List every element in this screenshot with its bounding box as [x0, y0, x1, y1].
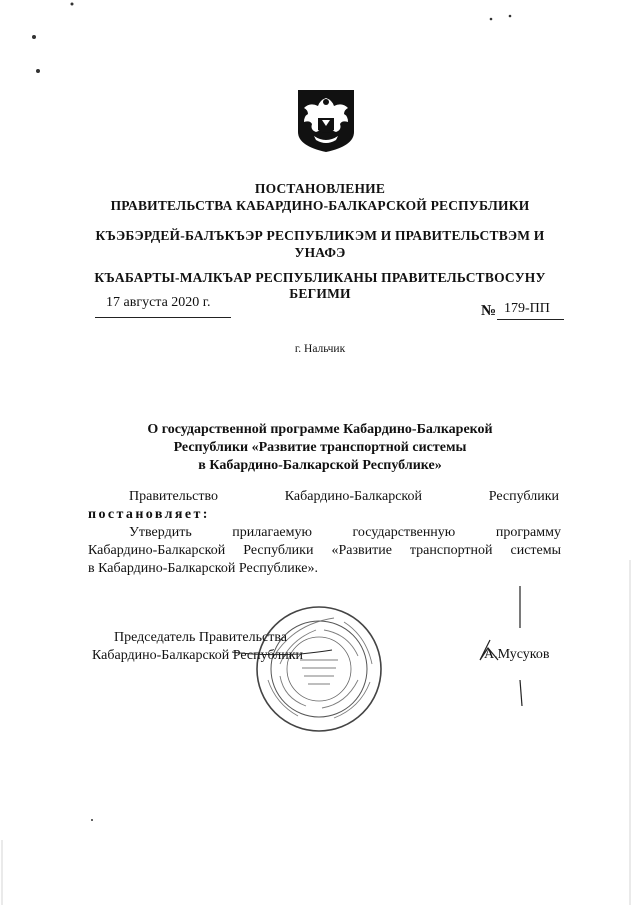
issuer-balkar-line2: БЕГИМИ [289, 286, 351, 301]
issuer-balkar-line1: КЪАБАРТЫ-МАЛКЪАР РЕСПУБЛИКАНЫ ПРАВИТЕЛЬСТВОСУНУ [94, 270, 546, 285]
paragraph-2-line3: в Кабардино-Балкарской Республике». [88, 561, 318, 576]
document-date: 17 августа 2020 г. [106, 295, 211, 310]
paragraph-1-line1 [129, 488, 559, 506]
signatory-position [92, 629, 303, 665]
paragraph-2-line2: Кабардино-Балкарской Республики «Развитие транспортной системы [88, 543, 561, 558]
document-number: 179-ПП [504, 301, 550, 316]
word-republic: Республики [488, 489, 559, 504]
number-sign: № [481, 303, 497, 319]
resolves-emphasis: постановляет: [88, 507, 210, 522]
title-line3: в Кабардино-Балкарской Республике» [198, 458, 442, 473]
position-line1: Председатель Правительства [114, 630, 287, 645]
number-underline [497, 319, 564, 320]
document-type: ПОСТАНОВЛЕНИЕ [254, 181, 386, 196]
date-underline [95, 317, 231, 318]
signatory-name: А.Мусуков [484, 647, 550, 662]
position-line2: Кабардино-Балкарской Республики [92, 648, 303, 663]
paragraph-2-line1: Утвердить прилагаемую государственную программу [129, 525, 561, 540]
issuer-russian: ПРАВИТЕЛЬСТВА КАБАРДИНО-БАЛКАРСКОЙ РЕСПУБЛИКИ [110, 198, 530, 213]
word-government: Правительство [129, 489, 218, 504]
issuer-kabardian-line1: КЪЭБЭРДЕЙ-БАЛЪКЪЭР РЕСПУБЛИКЭМ И ПРАВИТЕЛЬСТВЭМ И [95, 228, 545, 243]
official-seal-icon [254, 604, 384, 734]
city: г. Нальчик [294, 343, 346, 355]
word-kbr: Кабардино-Балкарской [284, 489, 422, 504]
title-line1: О государственной программе Кабардино-Балкарекой [147, 422, 493, 437]
title-line2: Республики «Развитие транспортной системы [173, 440, 467, 455]
issuer-kabardian-line2: УНАФЭ [294, 245, 346, 260]
coat-of-arms-icon [296, 88, 356, 154]
